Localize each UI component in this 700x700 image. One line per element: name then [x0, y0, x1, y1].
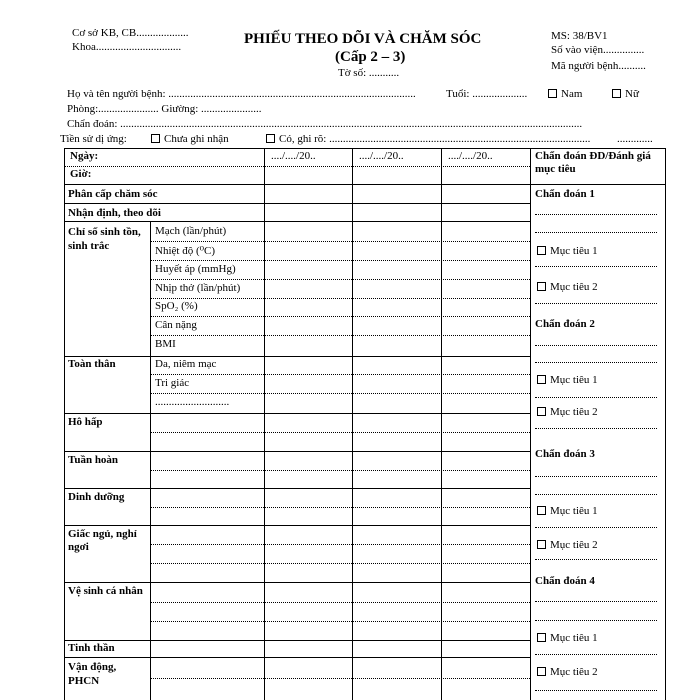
- male-label: Nam: [561, 88, 583, 100]
- time-label: Giờ:: [70, 168, 92, 180]
- vital-sign-row-label: SpO₂ (%): [155, 300, 198, 312]
- goal-label: Mục tiêu 1: [550, 374, 598, 386]
- goal-checkbox[interactable]: [537, 407, 546, 416]
- general-label: Toàn thân: [68, 358, 116, 370]
- facility-line: Cơ sở KB, CB...................: [72, 27, 189, 39]
- date-column-2-divider: [352, 148, 353, 700]
- nursing-diagnosis-heading: Chẩn đoán 2: [535, 318, 595, 330]
- section-entry-line: [150, 563, 530, 564]
- department-line: Khoa...............................: [72, 41, 182, 53]
- nutrition-section-bottom: [64, 525, 530, 526]
- form-title: PHIẾU THEO DÕI VÀ CHĂM SÓC: [244, 31, 482, 47]
- allergy-none-label: Chưa ghi nhận: [164, 133, 229, 145]
- hygiene-section-bottom: [64, 640, 530, 641]
- nutrition-label: Dinh dưỡng: [68, 491, 125, 503]
- sheet-number: Tờ số: ...........: [338, 67, 400, 79]
- allergy-yes-checkbox[interactable]: [266, 134, 275, 143]
- vitals-section-bottom: [64, 356, 530, 357]
- assessment-entry-line: [535, 690, 657, 691]
- goal-option[interactable]: [537, 245, 598, 257]
- goal-checkbox[interactable]: [537, 246, 546, 255]
- assessment-entry-line: [535, 266, 657, 267]
- goal-option[interactable]: [537, 281, 598, 293]
- vital-sign-row-label: Nhịp thở (lần/phút): [155, 282, 241, 294]
- vital-row-divider: [150, 335, 530, 336]
- assessment-entry-line: [535, 362, 657, 363]
- assessment-entry-line: [535, 232, 657, 233]
- date-row-divider: [64, 166, 530, 167]
- allergy-none-checkbox[interactable]: [151, 134, 160, 143]
- goal-label: Mục tiêu 2: [550, 666, 598, 678]
- general-section-bottom: [64, 413, 530, 414]
- label-column-divider: [150, 221, 151, 700]
- mental-section-bottom: [64, 657, 530, 658]
- date-label: Ngày:: [70, 150, 99, 162]
- mental-label: Tinh thần: [68, 642, 115, 654]
- vitals-label: Chỉ số sinh tồn, sinh trắc: [68, 226, 141, 252]
- gender-male-option[interactable]: [548, 88, 582, 100]
- goal-checkbox[interactable]: [537, 540, 546, 549]
- allergy-tail: .............: [617, 133, 653, 145]
- goal-option[interactable]: [537, 539, 598, 551]
- assessment-label: Nhận định, theo dõi: [68, 207, 161, 219]
- patient-code: Mã người bệnh..........: [551, 60, 646, 72]
- section-entry-line: [150, 507, 530, 508]
- date-input-1[interactable]: ..../..../20..: [271, 150, 316, 162]
- assessment-entry-line: [535, 527, 657, 528]
- allergy-yes-label: Có, ghi rõ: ...............................................................................................: [279, 133, 591, 145]
- patient-age-line: Tuổi: ....................: [446, 88, 528, 100]
- goal-checkbox[interactable]: [537, 282, 546, 291]
- circulation-section-bottom: [64, 488, 530, 489]
- section-entry-line: [150, 470, 530, 471]
- male-checkbox[interactable]: [548, 89, 557, 98]
- circulation-label: Tuần hoàn: [68, 454, 119, 466]
- goal-option[interactable]: [537, 406, 598, 418]
- mobility-label: Vận động, PHCN: [68, 661, 117, 687]
- assessment-entry-line: [535, 559, 657, 560]
- goal-option[interactable]: [537, 632, 598, 644]
- vital-sign-row-label: BMI: [155, 338, 176, 350]
- section-entry-line: [150, 602, 530, 603]
- room-bed-line: Phòng:...................... Giường: ......................: [67, 103, 262, 115]
- allergy-none-option[interactable]: [151, 133, 229, 145]
- section-entry-line: [150, 621, 530, 622]
- form-code: MS: 38/BV1: [551, 30, 608, 42]
- vital-row-divider: [150, 298, 530, 299]
- date-column-3-divider: [441, 148, 442, 700]
- assessment-entry-line: [535, 428, 657, 429]
- sleep-label: Giấc ngủ, nghỉ ngơi: [68, 528, 137, 553]
- goal-label: Mục tiêu 2: [550, 406, 598, 418]
- female-label: Nữ: [625, 88, 639, 100]
- assessment-entry-line: [535, 214, 657, 215]
- assessment-entry-line: [535, 620, 657, 621]
- assessment-entry-line: [535, 345, 657, 346]
- female-checkbox[interactable]: [612, 89, 621, 98]
- respiration-section-bottom: [64, 451, 530, 452]
- admission-number: Số vào viện...............: [551, 44, 645, 56]
- goal-label: Mục tiêu 1: [550, 632, 598, 644]
- care-level-label: Phân cấp chăm sóc: [68, 188, 158, 200]
- assessment-entry-line: [535, 601, 657, 602]
- table-right-border: [665, 148, 666, 700]
- assessment-entry-line: [535, 494, 657, 495]
- vital-row-divider: [150, 279, 530, 280]
- goal-label: Mục tiêu 1: [550, 245, 598, 257]
- header-bottom-border: [64, 184, 665, 185]
- date-input-3[interactable]: ..../..../20..: [448, 150, 493, 162]
- assessment-entry-line: [535, 303, 657, 304]
- assessment-column-divider: [530, 148, 531, 700]
- general-row-label: Da, niêm mạc: [155, 358, 217, 370]
- date-column-1-divider: [264, 148, 265, 700]
- vital-row-divider: [150, 260, 530, 261]
- allergy-yes-option[interactable]: [266, 133, 590, 145]
- patient-name-line: Họ và tên người bệnh: ..........................................................................................: [67, 88, 416, 100]
- goal-option[interactable]: [537, 374, 598, 386]
- assessment-column-header: Chẩn đoán ĐD/Đánh giá mục tiêu: [535, 150, 651, 175]
- general-row-divider: [150, 393, 530, 394]
- vital-sign-row-label: Cân nặng: [155, 319, 197, 331]
- table-left-border: [64, 148, 65, 700]
- assessment-entry-line: [535, 476, 657, 477]
- goal-label: Mục tiêu 1: [550, 505, 598, 517]
- nursing-diagnosis-heading: Chẩn đoán 3: [535, 448, 595, 460]
- date-input-2[interactable]: ..../..../20..: [359, 150, 404, 162]
- form-subtitle: (Cấp 2 – 3): [335, 49, 406, 65]
- assessment-entry-line: [535, 397, 657, 398]
- section-entry-line: [150, 678, 530, 679]
- general-row-label: ...........................: [155, 396, 230, 408]
- general-row-divider: [150, 374, 530, 375]
- goal-option[interactable]: [537, 505, 598, 517]
- hygiene-label: Vệ sinh cá nhân: [68, 585, 143, 597]
- table-top-border: [64, 148, 665, 149]
- section-entry-line: [150, 432, 530, 433]
- goal-label: Mục tiêu 2: [550, 539, 598, 551]
- gender-female-option[interactable]: [612, 88, 639, 100]
- goal-checkbox[interactable]: [537, 633, 546, 642]
- assessment-entry-line: [535, 654, 657, 655]
- goal-checkbox[interactable]: [537, 506, 546, 515]
- assessment-row-bottom: [64, 221, 530, 222]
- goal-label: Mục tiêu 2: [550, 281, 598, 293]
- vital-row-divider: [150, 316, 530, 317]
- sleep-section-bottom: [64, 582, 530, 583]
- goal-checkbox[interactable]: [537, 667, 546, 676]
- section-entry-line: [150, 544, 530, 545]
- nursing-diagnosis-heading: Chẩn đoán 4: [535, 575, 595, 587]
- general-row-label: Tri giác: [155, 377, 190, 389]
- vital-sign-row-label: Huyết áp (mmHg): [155, 263, 236, 275]
- diagnosis-line: Chẩn đoán: ........................................................................................................................................................................: [67, 118, 583, 130]
- allergy-label: Tiền sử dị ứng:: [60, 133, 127, 145]
- goal-checkbox[interactable]: [537, 375, 546, 384]
- vital-sign-row-label: Mạch (lần/phút): [155, 225, 227, 237]
- vital-sign-row-label: Nhiệt độ (⁰C): [155, 245, 216, 257]
- vital-row-divider: [150, 241, 530, 242]
- goal-option[interactable]: [537, 666, 598, 678]
- care-level-row-bottom: [64, 203, 530, 204]
- nursing-diagnosis-heading: Chẩn đoán 1: [535, 188, 595, 200]
- respiration-label: Hô hấp: [68, 416, 103, 428]
